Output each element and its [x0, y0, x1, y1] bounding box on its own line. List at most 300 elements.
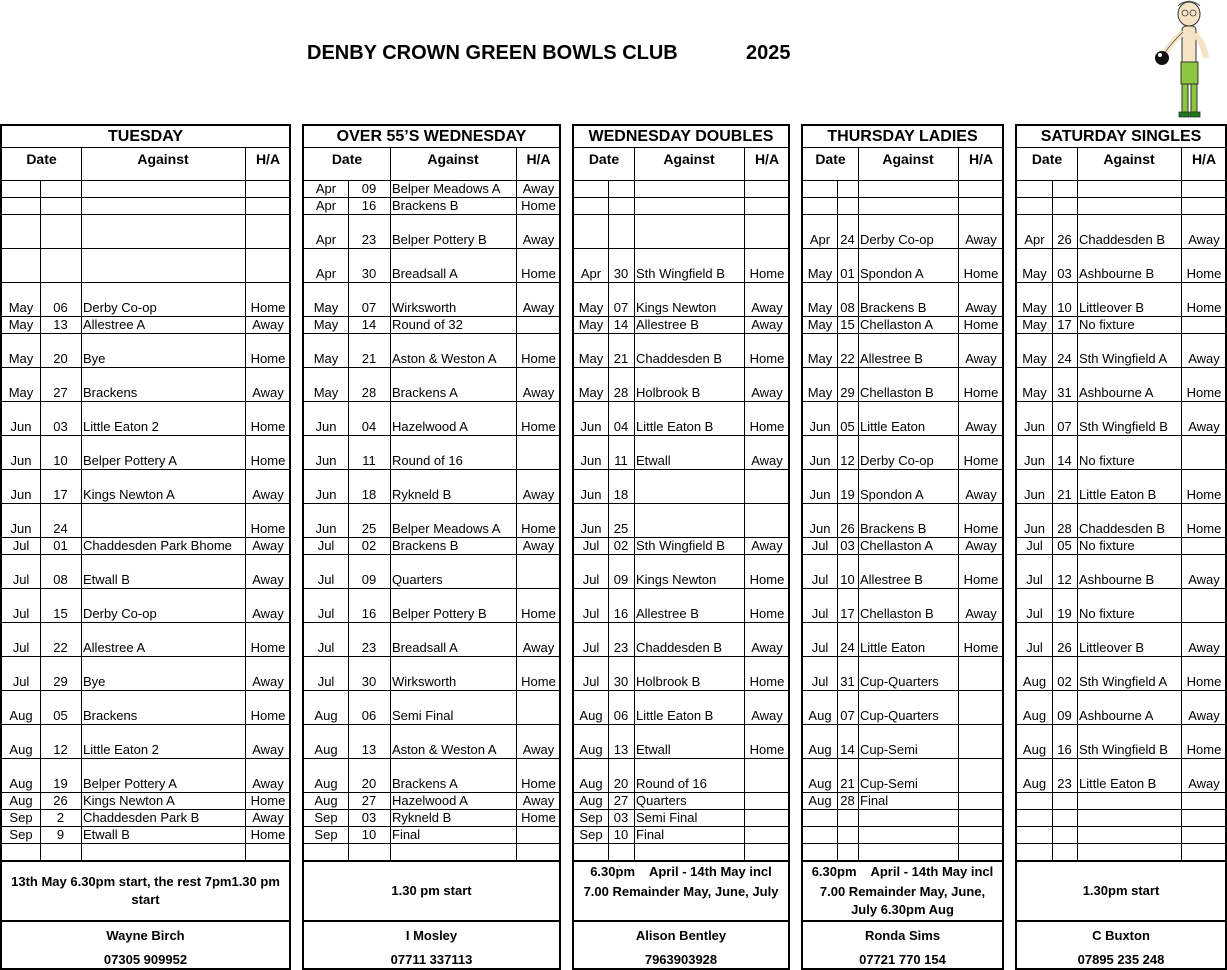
fixture-day: 20 [361, 776, 377, 791]
fixture-home-away: Home [1186, 521, 1222, 536]
panel-heading: THURSDAY LADIES [803, 126, 1002, 148]
fixture-day: 16 [361, 198, 377, 213]
fixture-month: Jul [811, 572, 829, 587]
fixture-opponent: Chaddesden B [636, 351, 723, 366]
fixture-day: 16 [361, 606, 377, 621]
fixture-opponent: Etwall [636, 742, 671, 757]
fixture-home-away: Home [250, 793, 286, 808]
fixture-day: 04 [613, 419, 629, 434]
fixture-opponent: Chellaston B [860, 385, 934, 400]
fixture-day: 24 [1057, 351, 1072, 366]
fixture-month: Sep [9, 810, 33, 825]
fixture-day: 18 [613, 487, 629, 502]
fixture-day: 14 [840, 742, 855, 757]
fixture-opponent: Chaddesden B [636, 640, 723, 655]
fixture-opponent: Final [860, 793, 889, 808]
row-divider [574, 758, 788, 759]
fixture-day: 13 [613, 742, 629, 757]
fixture-opponent: Wirksworth [392, 300, 457, 315]
header-divider [803, 180, 1002, 181]
fixture-home-away: Home [250, 827, 286, 842]
row-divider [803, 282, 1002, 283]
fixture-day: 10 [613, 827, 629, 842]
fixture-month: Aug [314, 708, 338, 723]
fixture-month: Jul [582, 572, 600, 587]
fixture-month: Jun [315, 419, 337, 434]
fixture-opponent: Brackens [83, 708, 138, 723]
fixture-month: Aug [1022, 674, 1047, 689]
fixture-day: 28 [613, 385, 629, 400]
fixture-home-away: Home [1186, 385, 1222, 400]
fixture-opponent: Chellaston B [860, 606, 934, 621]
fixture-month: Jul [317, 538, 335, 553]
fixture-opponent: Sth Wingfield B [1079, 419, 1168, 434]
fixture-opponent: Chaddesden Park Bhome [83, 538, 232, 553]
fixture-opponent: Semi Final [392, 708, 454, 723]
fixture-home-away: Away [252, 810, 284, 825]
fixture-opponent: Breadsall A [392, 266, 458, 281]
row-divider [1017, 214, 1225, 215]
fixture-opponent: Allestree B [860, 351, 923, 366]
fixture-day: 07 [840, 708, 855, 723]
fixture-day: 06 [53, 300, 68, 315]
row-divider [803, 724, 1002, 725]
against-column-header: Against [1103, 151, 1155, 167]
fixture-month: May [8, 300, 34, 315]
fixture-opponent: Breadsall A [392, 640, 458, 655]
fixture-home-away: Away [1188, 776, 1220, 791]
fixture-opponent: Little Eaton B [636, 419, 714, 434]
fixture-day: 07 [1057, 419, 1072, 434]
fixture-month: Jul [811, 538, 829, 553]
fixture-month: Aug [314, 793, 338, 808]
fixture-month: Jun [1024, 487, 1045, 502]
row-divider [304, 843, 559, 844]
fixture-home-away: Away [751, 640, 783, 655]
row-divider [803, 333, 1002, 334]
fixture-opponent: Hazelwood A [392, 793, 468, 808]
panel-heading: WEDNESDAY DOUBLES [574, 126, 788, 148]
panel-over-55s-wednesday [302, 124, 561, 970]
row-divider [803, 826, 1002, 827]
row-divider [803, 554, 1002, 555]
fixture-day: 01 [53, 538, 68, 553]
fixture-opponent: Littleover B [1079, 300, 1145, 315]
bowler-mascot-logo [1150, 0, 1227, 122]
fixture-home-away: Away [522, 300, 555, 315]
fixture-day: 23 [361, 232, 377, 247]
fixture-day: 13 [361, 742, 377, 757]
fixture-day: 26 [840, 521, 855, 536]
fixture-day: 24 [53, 521, 68, 536]
row-divider [2, 554, 289, 555]
fixture-month: Jul [582, 538, 600, 553]
contact-divider [1017, 920, 1225, 922]
fixture-home-away: Away [751, 317, 783, 332]
fixture-day: 23 [1057, 776, 1072, 791]
row-divider [803, 588, 1002, 589]
fixture-home-away: Away [965, 538, 997, 553]
row-divider [803, 758, 1002, 759]
fixture-opponent: Little Eaton B [1079, 776, 1157, 791]
fixture-opponent: Kings Newton A [83, 793, 175, 808]
fixture-home-away: Away [522, 538, 555, 553]
fixture-opponent: No fixture [1079, 317, 1135, 332]
fixture-home-away: Away [252, 776, 284, 791]
fixture-day: 27 [361, 793, 377, 808]
header-divider [1017, 180, 1225, 181]
fixture-day: 22 [840, 351, 855, 366]
row-divider [1017, 724, 1225, 725]
fixture-home-away: Away [252, 317, 284, 332]
fixture-month: Apr [315, 266, 337, 281]
fixture-home-away: Home [963, 317, 999, 332]
row-divider [574, 843, 788, 844]
contact-name: I Mosley [405, 928, 458, 943]
date-column-header: Date [26, 151, 57, 167]
fixture-opponent: Chaddesden B [1079, 232, 1166, 247]
notes-divider [574, 860, 788, 862]
fixture-day: 06 [361, 708, 377, 723]
row-divider [1017, 197, 1225, 198]
row-divider [574, 214, 788, 215]
row-divider [1017, 792, 1225, 793]
fixture-day: 30 [613, 674, 629, 689]
fixture-month: May [8, 351, 34, 366]
fixture-opponent: Littleover B [1079, 640, 1145, 655]
row-divider [803, 843, 1002, 844]
row-divider [574, 554, 788, 555]
date-column-header: Date [588, 151, 620, 167]
row-divider [2, 401, 289, 402]
fixture-day: 21 [840, 776, 855, 791]
fixture-home-away: Away [965, 606, 997, 621]
fixture-month: Jun [580, 521, 602, 536]
row-divider [574, 333, 788, 334]
fixture-home-away: Home [250, 521, 286, 536]
fixture-day: 16 [613, 606, 629, 621]
notes-divider [803, 860, 1002, 862]
fixture-month: Jun [315, 453, 337, 468]
row-divider [2, 469, 289, 470]
row-divider [574, 588, 788, 589]
fixture-day: 31 [840, 674, 855, 689]
fixture-day: 06 [613, 708, 629, 723]
fixture-month: May [313, 385, 339, 400]
fixture-month: Aug [579, 793, 603, 808]
fixture-home-away: Away [965, 300, 997, 315]
fixture-day: 31 [1057, 385, 1072, 400]
fixture-day: 26 [53, 793, 68, 808]
row-divider [1017, 367, 1225, 368]
fixture-day: 23 [613, 640, 629, 655]
fixture-home-away: Home [250, 640, 286, 655]
row-divider [304, 588, 559, 589]
fixture-opponent: Cup-Quarters [860, 708, 939, 723]
fixture-month: Sep [314, 827, 338, 842]
fixture-home-away: Away [252, 606, 284, 621]
fixture-opponent: Derby Co-op [83, 606, 157, 621]
row-divider [1017, 826, 1225, 827]
fixture-month: May [578, 300, 604, 315]
fixture-day: 27 [53, 385, 68, 400]
row-divider [2, 197, 289, 198]
fixture-opponent: Allestree B [636, 317, 699, 332]
fixture-month: Jul [317, 640, 335, 655]
row-divider [574, 282, 788, 283]
fixture-day: 15 [53, 606, 68, 621]
fixture-home-away: Away [522, 487, 555, 502]
fixture-day: 17 [840, 606, 855, 621]
fixture-month: Jun [580, 487, 602, 502]
fixture-day: 18 [361, 487, 377, 502]
fixture-home-away: Home [963, 453, 999, 468]
fixture-month: May [807, 351, 833, 366]
fixture-day: 30 [613, 266, 629, 281]
against-column-header: Against [663, 151, 715, 167]
fixture-month: Aug [808, 793, 832, 808]
fixture-opponent: Final [636, 827, 665, 842]
against-column-header: Against [137, 151, 189, 167]
row-divider [1017, 690, 1225, 691]
fixture-day: 26 [1057, 232, 1072, 247]
fixture-month: Jul [811, 640, 829, 655]
start-time-note: 1.30 pm start [391, 883, 472, 898]
against-column-header: Against [427, 151, 479, 167]
fixture-home-away: Home [521, 810, 556, 825]
row-divider [2, 758, 289, 759]
fixture-opponent: Round of 16 [636, 776, 707, 791]
fixture-home-away: Away [252, 487, 284, 502]
fixture-month: May [313, 351, 339, 366]
fixture-opponent: Cup-Semi [860, 742, 918, 757]
fixture-home-away: Home [1186, 742, 1222, 757]
fixture-month: May [1022, 351, 1047, 366]
row-divider [304, 656, 559, 657]
row-divider [1017, 435, 1225, 436]
row-divider [304, 503, 559, 504]
row-divider [304, 724, 559, 725]
fixture-opponent: Brackens A [392, 776, 458, 791]
fixture-day: 28 [361, 385, 377, 400]
row-divider [2, 503, 289, 504]
row-divider [2, 282, 289, 283]
fixture-home-away: Away [522, 640, 555, 655]
fixture-day: 20 [53, 351, 68, 366]
fixture-day: 20 [613, 776, 629, 791]
row-divider [803, 197, 1002, 198]
fixture-home-away: Away [252, 572, 284, 587]
fixture-month: Sep [9, 827, 33, 842]
row-divider [1017, 554, 1225, 555]
fixture-home-away: Away [252, 742, 284, 757]
fixture-opponent: Sth Wingfield B [636, 538, 725, 553]
fixture-month: Aug [9, 742, 33, 757]
fixture-day: 21 [613, 351, 629, 366]
fixture-opponent: Ashbourne B [1079, 266, 1155, 281]
fixture-month: Apr [315, 198, 337, 213]
fixture-day: 22 [53, 640, 68, 655]
fixture-opponent: Holbrook B [636, 385, 701, 400]
fixture-home-away: Home [1186, 300, 1222, 315]
fixture-month: May [807, 385, 833, 400]
contact-name: Ronda Sims [864, 928, 941, 943]
row-divider [1017, 248, 1225, 249]
fixture-day: 07 [613, 300, 629, 315]
row-divider [803, 435, 1002, 436]
fixture-month: Apr [315, 232, 337, 247]
fixture-home-away: Home [963, 266, 999, 281]
fixture-month: Aug [9, 793, 33, 808]
fixture-day: 09 [613, 572, 629, 587]
contact-phone: 7963903928 [644, 952, 718, 967]
fixture-opponent: Aston & Weston A [392, 742, 497, 757]
fixture-opponent: Belper Meadows A [392, 521, 501, 536]
fixture-day: 28 [1057, 521, 1072, 536]
fixture-opponent: Kings Newton [636, 300, 717, 315]
start-time-note: 1.30pm start [1082, 883, 1160, 898]
fixture-month: Sep [314, 810, 338, 825]
start-time-note-line-1: 6.30pm April - 14th May incl [811, 864, 994, 879]
fixture-month: May [578, 317, 604, 332]
panel-saturday-singles [1015, 124, 1227, 970]
fixture-month: May [1022, 300, 1047, 315]
fixture-day: 24 [840, 640, 855, 655]
row-divider [1017, 282, 1225, 283]
fixture-home-away: Away [1188, 419, 1220, 434]
fixture-opponent: Cup-Quarters [860, 674, 939, 689]
fixture-opponent: Brackens B [392, 198, 459, 213]
home-away-column-header: H/A [526, 151, 551, 167]
fixture-opponent: Derby Co-op [83, 300, 157, 315]
fixture-month: Jul [811, 606, 829, 621]
fixture-day: 02 [613, 538, 629, 553]
row-divider [574, 503, 788, 504]
fixture-month: Jun [809, 453, 831, 468]
row-divider [304, 469, 559, 470]
fixture-home-away: Home [963, 640, 999, 655]
fixture-opponent: Wirksworth [392, 674, 457, 689]
contact-phone: 07895 235 248 [1077, 952, 1165, 967]
fixture-opponent: Little Eaton 2 [83, 742, 159, 757]
fixture-opponent: Belper Pottery B [392, 606, 487, 621]
fixture-day: 09 [361, 181, 377, 196]
fixture-opponent: Allestree A [83, 317, 146, 332]
fixture-day: 05 [840, 419, 855, 434]
home-away-column-header: H/A [255, 151, 281, 167]
row-divider [304, 282, 559, 283]
fixture-home-away: Home [749, 674, 785, 689]
row-divider [1017, 469, 1225, 470]
fixture-home-away: Home [521, 674, 556, 689]
fixture-day: 26 [1057, 640, 1072, 655]
fixture-month: May [807, 317, 833, 332]
fixture-home-away: Away [965, 487, 997, 502]
row-divider [2, 622, 289, 623]
fixture-day: 10 [840, 572, 855, 587]
home-away-column-header: H/A [754, 151, 780, 167]
fixture-home-away: Home [1186, 674, 1222, 689]
fixture-month: Aug [808, 742, 832, 757]
fixture-opponent: Belper Pottery A [83, 776, 177, 791]
fixture-opponent: Brackens B [392, 538, 459, 553]
fixture-month: May [1022, 317, 1047, 332]
fixture-home-away: Away [252, 674, 284, 689]
fixture-day: 03 [53, 419, 68, 434]
season-year: 2025 [746, 42, 791, 64]
row-divider [803, 401, 1002, 402]
fixture-month: May [313, 317, 339, 332]
panel-tuesday [0, 124, 291, 970]
contact-name: Wayne Birch [106, 928, 185, 943]
fixture-day: 19 [53, 776, 68, 791]
fixture-home-away: Away [252, 538, 284, 553]
row-divider [1017, 758, 1225, 759]
fixture-opponent: Allestree B [860, 572, 923, 587]
fixture-home-away: Home [749, 572, 785, 587]
row-divider [2, 690, 289, 691]
fixture-month: Jul [12, 538, 30, 553]
row-divider [574, 690, 788, 691]
fixture-home-away: Home [250, 351, 286, 366]
contact-divider [574, 920, 788, 922]
fixture-day: 09 [1057, 708, 1072, 723]
fixture-opponent: Little Eaton [860, 419, 926, 434]
fixture-day: 12 [53, 742, 68, 757]
fixture-home-away: Home [749, 351, 785, 366]
fixture-month: May [578, 351, 604, 366]
row-divider [1017, 588, 1225, 589]
fixture-month: Aug [314, 776, 338, 791]
fixture-month: Jul [12, 572, 30, 587]
fixture-month: Sep [579, 827, 603, 842]
header-divider [574, 180, 788, 181]
fixture-month: May [8, 385, 34, 400]
fixture-home-away: Away [751, 708, 783, 723]
fixture-home-away: Away [522, 181, 555, 196]
row-divider [304, 214, 559, 215]
fixture-month: Jul [582, 606, 600, 621]
fixture-opponent: Rykneld B [392, 487, 452, 502]
start-time-note-line-2: 7.00 Remainder May, June, July 6.30pm Aug [819, 884, 986, 917]
fixture-home-away: Home [749, 606, 785, 621]
fixture-opponent: Hazelwood A [392, 419, 468, 434]
panel-heading: OVER 55’S WEDNESDAY [304, 126, 559, 148]
row-divider [803, 503, 1002, 504]
fixture-day: 19 [1057, 606, 1072, 621]
fixture-opponent: Rykneld B [392, 810, 452, 825]
fixture-day: 07 [361, 300, 377, 315]
contact-phone: 07711 337113 [390, 952, 473, 967]
row-divider [574, 469, 788, 470]
row-divider [304, 367, 559, 368]
fixture-day: 02 [1057, 674, 1072, 689]
fixture-home-away: Home [963, 385, 999, 400]
fixture-home-away: Home [250, 453, 286, 468]
fixture-home-away: Away [965, 232, 997, 247]
fixture-opponent: Brackens B [860, 521, 927, 536]
fixture-day: 14 [1057, 453, 1072, 468]
fixture-opponent: Belper Pottery B [392, 232, 487, 247]
row-divider [574, 622, 788, 623]
fixture-month: May [807, 300, 833, 315]
fixture-day: 10 [1057, 300, 1072, 315]
fixture-day: 29 [53, 674, 68, 689]
row-divider [2, 333, 289, 334]
row-divider [574, 435, 788, 436]
panel-thursday-ladies [801, 124, 1004, 970]
row-divider [1017, 622, 1225, 623]
